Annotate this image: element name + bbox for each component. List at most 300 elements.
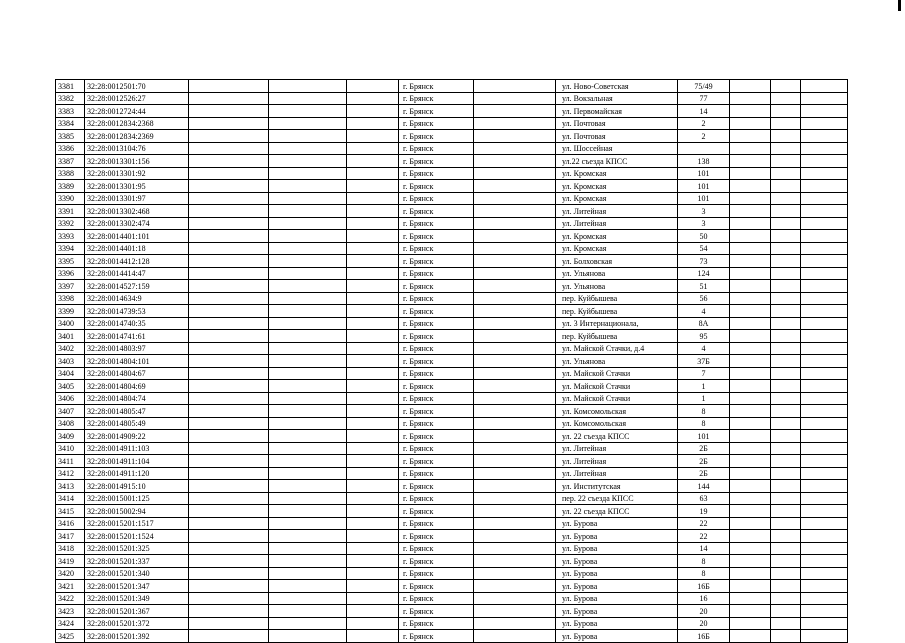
empty-cell	[269, 467, 347, 480]
city: г. Брянск	[399, 542, 474, 555]
empty-cell	[474, 617, 556, 630]
empty-cell	[771, 305, 801, 318]
cadastral-number: 32:28:0012724:44	[85, 105, 189, 118]
empty-cell	[801, 292, 848, 305]
empty-cell	[347, 205, 399, 218]
empty-cell	[474, 505, 556, 518]
empty-cell	[189, 380, 269, 393]
empty-cell	[771, 542, 801, 555]
cadastral-number: 32:28:0014805:47	[85, 405, 189, 418]
cadastral-number: 32:28:0015002:94	[85, 505, 189, 518]
row-number: 3389	[56, 180, 85, 193]
empty-cell	[189, 242, 269, 255]
empty-cell	[189, 542, 269, 555]
empty-cell	[474, 317, 556, 330]
empty-cell	[801, 105, 848, 118]
city: г. Брянск	[399, 605, 474, 618]
empty-cell	[730, 617, 771, 630]
empty-cell	[771, 255, 801, 268]
row-number: 3405	[56, 380, 85, 393]
table-row	[56, 455, 848, 468]
empty-cell	[771, 80, 801, 93]
table-row	[56, 155, 848, 168]
empty-cell	[347, 142, 399, 155]
empty-cell	[801, 217, 848, 230]
city: г. Брянск	[399, 255, 474, 268]
empty-cell	[771, 592, 801, 605]
empty-cell	[730, 192, 771, 205]
cadastral-number: 32:28:0013301:92	[85, 167, 189, 180]
empty-cell	[730, 267, 771, 280]
city: г. Брянск	[399, 467, 474, 480]
empty-cell	[347, 530, 399, 543]
table-row	[56, 630, 848, 643]
city: г. Брянск	[399, 230, 474, 243]
row-number: 3409	[56, 430, 85, 443]
empty-cell	[730, 230, 771, 243]
house-number: 14	[678, 542, 730, 555]
empty-cell	[347, 567, 399, 580]
house-number: 16Б	[678, 630, 730, 643]
city: г. Брянск	[399, 355, 474, 368]
empty-cell	[189, 280, 269, 293]
table-row	[56, 542, 848, 555]
empty-cell	[771, 105, 801, 118]
house-number: 19	[678, 505, 730, 518]
street: ул. Комсомольская	[556, 405, 678, 418]
house-number: 77	[678, 92, 730, 105]
empty-cell	[269, 592, 347, 605]
empty-cell	[189, 167, 269, 180]
row-number: 3424	[56, 617, 85, 630]
empty-cell	[801, 630, 848, 643]
empty-cell	[474, 380, 556, 393]
empty-cell	[771, 630, 801, 643]
house-number: 20	[678, 605, 730, 618]
table-row	[56, 567, 848, 580]
table-row	[56, 480, 848, 493]
house-number: 8	[678, 405, 730, 418]
cadastral-number: 32:28:0014739:53	[85, 305, 189, 318]
table-row	[56, 380, 848, 393]
street: пер. Куйбышева	[556, 292, 678, 305]
empty-cell	[189, 217, 269, 230]
city: г. Брянск	[399, 417, 474, 430]
house-number	[678, 142, 730, 155]
empty-cell	[474, 542, 556, 555]
empty-cell	[269, 417, 347, 430]
empty-cell	[801, 605, 848, 618]
street: ул. Ново-Советская	[556, 80, 678, 93]
empty-cell	[189, 105, 269, 118]
street: ул. Кромская	[556, 192, 678, 205]
street: пер. 22 съезда КПСС	[556, 492, 678, 505]
empty-cell	[269, 280, 347, 293]
empty-cell	[771, 230, 801, 243]
house-number: 37Б	[678, 355, 730, 368]
cadastral-number: 32:28:0015201:1524	[85, 530, 189, 543]
city: г. Брянск	[399, 480, 474, 493]
empty-cell	[347, 317, 399, 330]
empty-cell	[771, 142, 801, 155]
empty-cell	[347, 267, 399, 280]
house-number: 8А	[678, 317, 730, 330]
empty-cell	[347, 155, 399, 168]
house-number: 2Б	[678, 455, 730, 468]
empty-cell	[347, 430, 399, 443]
empty-cell	[730, 492, 771, 505]
empty-cell	[269, 292, 347, 305]
street: ул. Ульянова	[556, 355, 678, 368]
table-body	[56, 80, 848, 643]
empty-cell	[730, 405, 771, 418]
empty-cell	[730, 567, 771, 580]
empty-cell	[347, 217, 399, 230]
house-number: 56	[678, 292, 730, 305]
empty-cell	[269, 130, 347, 143]
empty-cell	[269, 105, 347, 118]
empty-cell	[801, 330, 848, 343]
street: ул. Кромская	[556, 167, 678, 180]
empty-cell	[474, 230, 556, 243]
empty-cell	[189, 442, 269, 455]
empty-cell	[474, 480, 556, 493]
empty-cell	[269, 205, 347, 218]
empty-cell	[474, 605, 556, 618]
empty-cell	[347, 80, 399, 93]
cadastral-number: 32:28:0014804:101	[85, 355, 189, 368]
empty-cell	[269, 92, 347, 105]
house-number: 22	[678, 517, 730, 530]
empty-cell	[474, 367, 556, 380]
empty-cell	[347, 92, 399, 105]
row-number: 3394	[56, 242, 85, 255]
empty-cell	[771, 605, 801, 618]
empty-cell	[801, 80, 848, 93]
empty-cell	[730, 592, 771, 605]
city: г. Брянск	[399, 117, 474, 130]
row-number: 3406	[56, 392, 85, 405]
empty-cell	[730, 80, 771, 93]
empty-cell	[730, 92, 771, 105]
row-number: 3400	[56, 317, 85, 330]
table-row	[56, 505, 848, 518]
empty-cell	[347, 505, 399, 518]
row-number: 3404	[56, 367, 85, 380]
city: г. Брянск	[399, 405, 474, 418]
empty-cell	[771, 117, 801, 130]
empty-cell	[347, 167, 399, 180]
empty-cell	[189, 205, 269, 218]
house-number: 2Б	[678, 442, 730, 455]
house-number: 4	[678, 305, 730, 318]
empty-cell	[347, 105, 399, 118]
empty-cell	[801, 405, 848, 418]
empty-cell	[189, 592, 269, 605]
city: г. Брянск	[399, 92, 474, 105]
house-number: 2Б	[678, 467, 730, 480]
house-number: 144	[678, 480, 730, 493]
cadastral-number: 32:28:0013104:76	[85, 142, 189, 155]
table-row	[56, 180, 848, 193]
empty-cell	[730, 517, 771, 530]
empty-cell	[269, 530, 347, 543]
empty-cell	[347, 330, 399, 343]
city: г. Брянск	[399, 630, 474, 643]
empty-cell	[269, 405, 347, 418]
cadastral-number: 32:28:0012834:2368	[85, 117, 189, 130]
table-row	[56, 555, 848, 568]
street: ул. Литейная	[556, 442, 678, 455]
empty-cell	[474, 80, 556, 93]
empty-cell	[771, 92, 801, 105]
empty-cell	[189, 317, 269, 330]
empty-cell	[730, 167, 771, 180]
table-row	[56, 617, 848, 630]
empty-cell	[730, 367, 771, 380]
empty-cell	[730, 342, 771, 355]
empty-cell	[189, 342, 269, 355]
street: ул. Кромская	[556, 242, 678, 255]
table-row	[56, 317, 848, 330]
empty-cell	[189, 230, 269, 243]
row-number: 3382	[56, 92, 85, 105]
empty-cell	[801, 480, 848, 493]
house-number: 2	[678, 117, 730, 130]
row-number: 3425	[56, 630, 85, 643]
cadastral-number: 32:28:0014909:22	[85, 430, 189, 443]
empty-cell	[189, 567, 269, 580]
empty-cell	[269, 455, 347, 468]
empty-cell	[474, 205, 556, 218]
empty-cell	[269, 255, 347, 268]
street: ул. Бурова	[556, 542, 678, 555]
empty-cell	[801, 130, 848, 143]
empty-cell	[347, 130, 399, 143]
row-number: 3414	[56, 492, 85, 505]
empty-cell	[269, 505, 347, 518]
house-number: 8	[678, 555, 730, 568]
empty-cell	[474, 530, 556, 543]
table-row	[56, 580, 848, 593]
table-row	[56, 230, 848, 243]
house-number: 138	[678, 155, 730, 168]
cadastral-number: 32:28:0013301:97	[85, 192, 189, 205]
cadastral-number: 32:28:0014634:9	[85, 292, 189, 305]
house-number: 101	[678, 180, 730, 193]
city: г. Брянск	[399, 267, 474, 280]
empty-cell	[347, 492, 399, 505]
empty-cell	[771, 180, 801, 193]
empty-cell	[269, 492, 347, 505]
city: г. Брянск	[399, 392, 474, 405]
empty-cell	[771, 242, 801, 255]
cadastral-number: 32:28:0015201:349	[85, 592, 189, 605]
empty-cell	[730, 555, 771, 568]
house-number: 1	[678, 380, 730, 393]
row-number: 3419	[56, 555, 85, 568]
empty-cell	[801, 530, 848, 543]
table-row	[56, 280, 848, 293]
empty-cell	[347, 355, 399, 368]
table-row	[56, 405, 848, 418]
street: ул. Ульянова	[556, 280, 678, 293]
empty-cell	[801, 355, 848, 368]
empty-cell	[474, 330, 556, 343]
empty-cell	[801, 417, 848, 430]
empty-cell	[347, 255, 399, 268]
empty-cell	[269, 80, 347, 93]
empty-cell	[771, 155, 801, 168]
empty-cell	[801, 142, 848, 155]
house-number: 50	[678, 230, 730, 243]
empty-cell	[347, 617, 399, 630]
street: ул. Почтовая	[556, 130, 678, 143]
city: г. Брянск	[399, 167, 474, 180]
house-number: 3	[678, 217, 730, 230]
row-number: 3402	[56, 342, 85, 355]
empty-cell	[189, 367, 269, 380]
row-number: 3397	[56, 280, 85, 293]
table-row	[56, 530, 848, 543]
city: г. Брянск	[399, 442, 474, 455]
cadastral-number: 32:28:0015201:392	[85, 630, 189, 643]
empty-cell	[474, 392, 556, 405]
empty-cell	[474, 92, 556, 105]
empty-cell	[189, 330, 269, 343]
empty-cell	[269, 142, 347, 155]
empty-cell	[474, 305, 556, 318]
table-row	[56, 92, 848, 105]
house-number: 54	[678, 242, 730, 255]
city: г. Брянск	[399, 592, 474, 605]
empty-cell	[474, 580, 556, 593]
city: г. Брянск	[399, 217, 474, 230]
table-row	[56, 417, 848, 430]
table-row	[56, 467, 848, 480]
empty-cell	[474, 517, 556, 530]
empty-cell	[771, 442, 801, 455]
street: ул. Майской Стачки	[556, 367, 678, 380]
house-number: 3	[678, 205, 730, 218]
cadastral-number: 32:28:0014414:47	[85, 267, 189, 280]
empty-cell	[347, 417, 399, 430]
empty-cell	[730, 305, 771, 318]
cadastral-number: 32:28:0014803:97	[85, 342, 189, 355]
empty-cell	[771, 430, 801, 443]
empty-cell	[730, 255, 771, 268]
empty-cell	[189, 255, 269, 268]
cadastral-number: 32:28:0015201:367	[85, 605, 189, 618]
house-number: 101	[678, 167, 730, 180]
empty-cell	[730, 330, 771, 343]
row-number: 3391	[56, 205, 85, 218]
table-row	[56, 142, 848, 155]
row-number: 3417	[56, 530, 85, 543]
city: г. Брянск	[399, 617, 474, 630]
empty-cell	[189, 517, 269, 530]
city: г. Брянск	[399, 317, 474, 330]
empty-cell	[189, 617, 269, 630]
city: г. Брянск	[399, 367, 474, 380]
empty-cell	[347, 305, 399, 318]
house-number: 51	[678, 280, 730, 293]
empty-cell	[474, 442, 556, 455]
empty-cell	[771, 405, 801, 418]
empty-cell	[801, 555, 848, 568]
empty-cell	[189, 192, 269, 205]
empty-cell	[771, 392, 801, 405]
empty-cell	[347, 117, 399, 130]
empty-cell	[269, 342, 347, 355]
empty-cell	[801, 392, 848, 405]
street: ул. Бурова	[556, 630, 678, 643]
row-number: 3388	[56, 167, 85, 180]
empty-cell	[771, 192, 801, 205]
cadastral-number: 32:28:0012501:70	[85, 80, 189, 93]
city: г. Брянск	[399, 505, 474, 518]
row-number: 3411	[56, 455, 85, 468]
empty-cell	[347, 242, 399, 255]
cadastral-number: 32:28:0015201:337	[85, 555, 189, 568]
empty-cell	[474, 430, 556, 443]
street: ул. Бурова	[556, 580, 678, 593]
empty-cell	[347, 630, 399, 643]
cadastral-number: 32:28:0015201:347	[85, 580, 189, 593]
table-row	[56, 492, 848, 505]
empty-cell	[189, 580, 269, 593]
empty-cell	[730, 105, 771, 118]
table-row	[56, 367, 848, 380]
empty-cell	[474, 567, 556, 580]
table-row	[56, 117, 848, 130]
cadastral-number: 32:28:0014805:49	[85, 417, 189, 430]
row-number: 3385	[56, 130, 85, 143]
house-number: 63	[678, 492, 730, 505]
empty-cell	[189, 405, 269, 418]
empty-cell	[730, 292, 771, 305]
empty-cell	[730, 142, 771, 155]
street: ул. Майской Стачки	[556, 392, 678, 405]
table-row	[56, 355, 848, 368]
street: ул. Бурова	[556, 567, 678, 580]
empty-cell	[269, 317, 347, 330]
row-number: 3399	[56, 305, 85, 318]
empty-cell	[269, 330, 347, 343]
city: г. Брянск	[399, 280, 474, 293]
row-number: 3381	[56, 80, 85, 93]
empty-cell	[801, 367, 848, 380]
table-row	[56, 267, 848, 280]
empty-cell	[730, 180, 771, 193]
empty-cell	[189, 180, 269, 193]
empty-cell	[189, 392, 269, 405]
empty-cell	[730, 217, 771, 230]
empty-cell	[801, 430, 848, 443]
empty-cell	[189, 92, 269, 105]
cadastral-number: 32:28:0015201:372	[85, 617, 189, 630]
cadastral-number: 32:28:0014915:10	[85, 480, 189, 493]
house-number: 14	[678, 105, 730, 118]
street: ул. Вокзальная	[556, 92, 678, 105]
empty-cell	[801, 280, 848, 293]
street: ул. Бурова	[556, 605, 678, 618]
empty-cell	[771, 167, 801, 180]
empty-cell	[347, 517, 399, 530]
row-number: 3408	[56, 417, 85, 430]
row-number: 3415	[56, 505, 85, 518]
empty-cell	[269, 155, 347, 168]
